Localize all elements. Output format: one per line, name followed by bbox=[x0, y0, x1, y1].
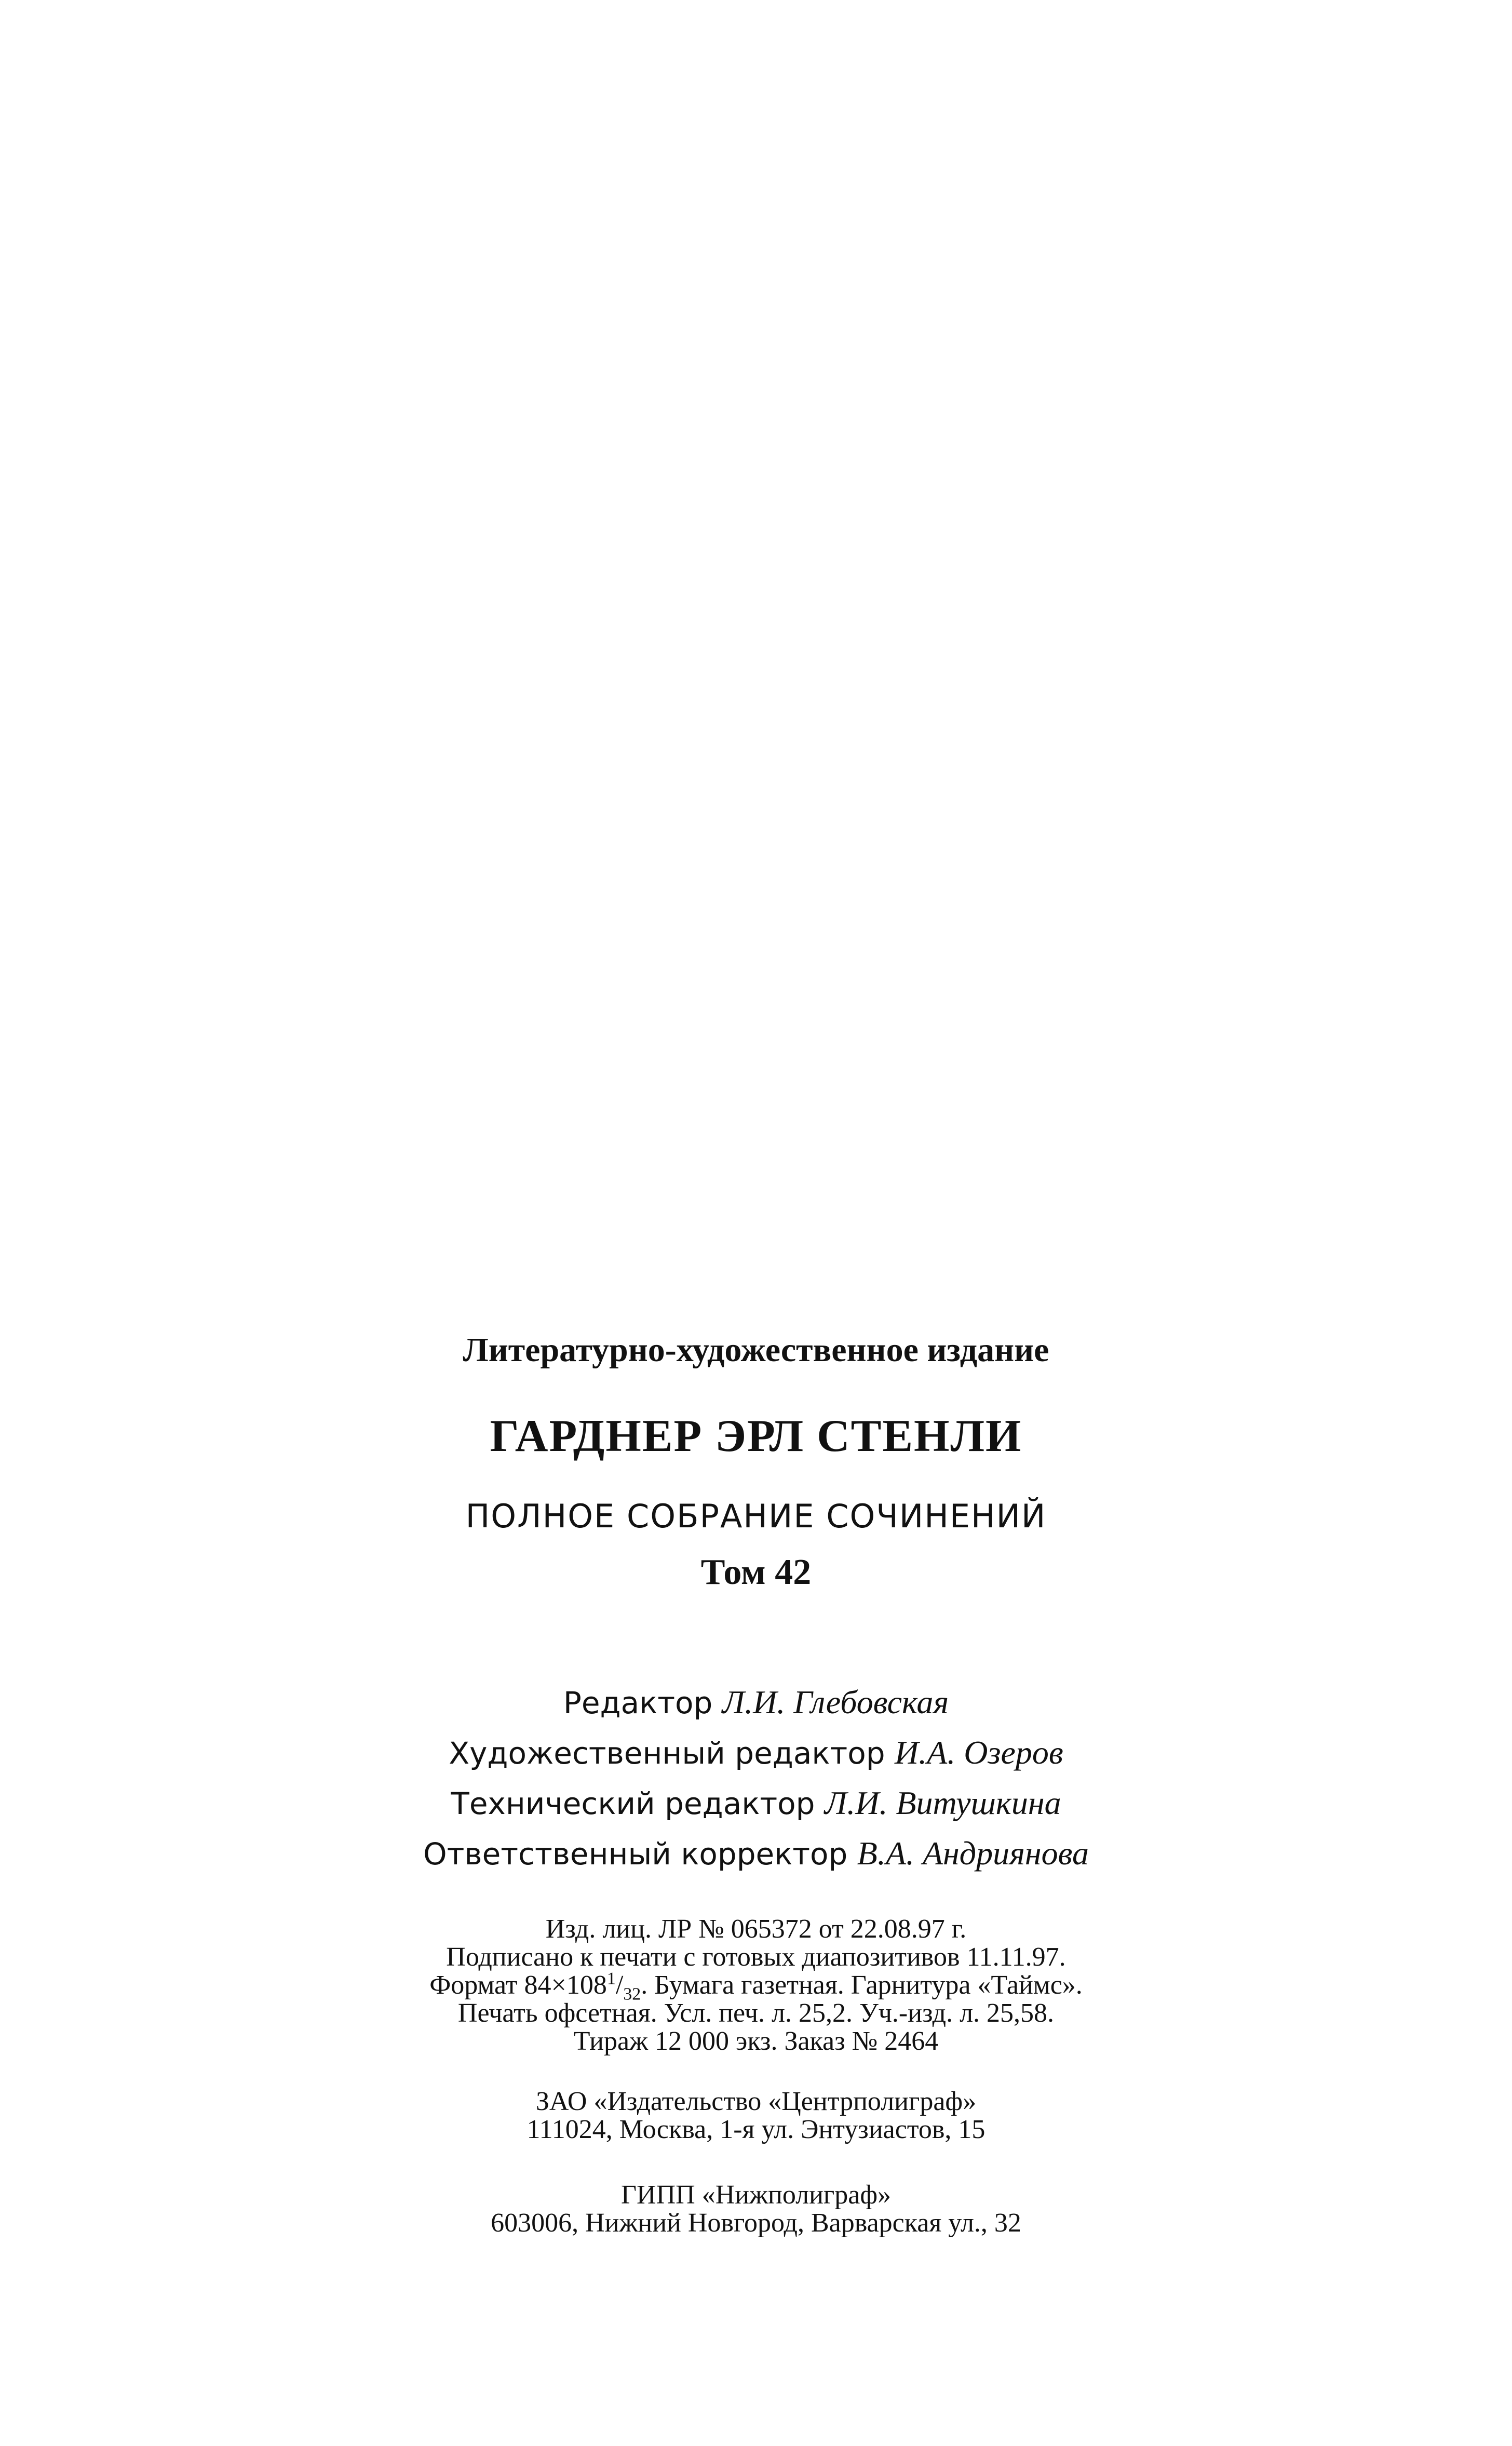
printer-name: ГИПП «Нижполиграф» bbox=[620, 2180, 892, 2210]
credit-role: Художественный редактор bbox=[449, 1736, 885, 1771]
credit-role: Ответственный корректор bbox=[423, 1836, 848, 1872]
publisher-address: 111024, Москва, 1-я ул. Энтузиастов, 15 bbox=[526, 2115, 986, 2144]
credit-role: Редактор bbox=[563, 1685, 713, 1721]
credit-tech-editor bbox=[0, 1778, 1512, 1829]
credit-person: Л.И. Глебовская bbox=[722, 1684, 949, 1721]
format-fraction-num: 1 bbox=[606, 1969, 616, 1988]
series-title: ПОЛНОЕ СОБРАНИЕ СОЧИНЕНИЙ bbox=[465, 1497, 1047, 1535]
run-line: Тираж 12 000 экз. Заказ № 2464 bbox=[573, 2026, 939, 2056]
format-fraction-den: 32 bbox=[623, 1984, 641, 2004]
printer-address: 603006, Нижний Новгород, Варварская ул., 32 bbox=[491, 2208, 1021, 2238]
credit-art-editor bbox=[0, 1728, 1512, 1778]
publisher-block bbox=[0, 2088, 1512, 2144]
author-name: ГАРДНЕР ЭРЛ СТЕНЛИ bbox=[490, 1411, 1022, 1461]
license-line: Изд. лиц. ЛР № 065372 от 22.08.97 г. bbox=[545, 1914, 967, 1944]
edition-genre: Литературно-художественное издание bbox=[463, 1331, 1049, 1369]
imprint-block bbox=[0, 1329, 1512, 2237]
credits-list bbox=[0, 1677, 1512, 1879]
credit-person: Л.И. Витушкина bbox=[824, 1784, 1061, 1821]
print-specs bbox=[0, 1915, 1512, 2055]
format-prefix: Формат 84×108 bbox=[429, 1970, 607, 2000]
volume-number: Том 42 bbox=[700, 1552, 812, 1592]
format-line: Формат $84\times 108^1/_{32}$. Бумага газетная. Гарнитура «Таймс». bbox=[429, 1969, 1083, 2004]
format-suffix: . Бумага газетная. Гарнитура «Таймс». bbox=[641, 1970, 1083, 2000]
credit-editor bbox=[0, 1677, 1512, 1728]
credit-proofreader bbox=[0, 1829, 1512, 1879]
credit-person: В.А. Андриянова bbox=[857, 1835, 1089, 1872]
printing-line: Печать офсетная. Усл. печ. л. 25,2. Уч.-изд. л. 25,58. bbox=[457, 1998, 1055, 2028]
publisher-name: ЗАО «Издательство «Центрполиграф» bbox=[535, 2087, 977, 2116]
credit-role: Технический редактор bbox=[451, 1786, 815, 1821]
printer-block bbox=[0, 2181, 1512, 2237]
credit-person: И.А. Озеров bbox=[894, 1734, 1063, 1771]
signed-line: Подписано к печати с готовых диапозитивов 11.11.97. bbox=[446, 1942, 1066, 1972]
